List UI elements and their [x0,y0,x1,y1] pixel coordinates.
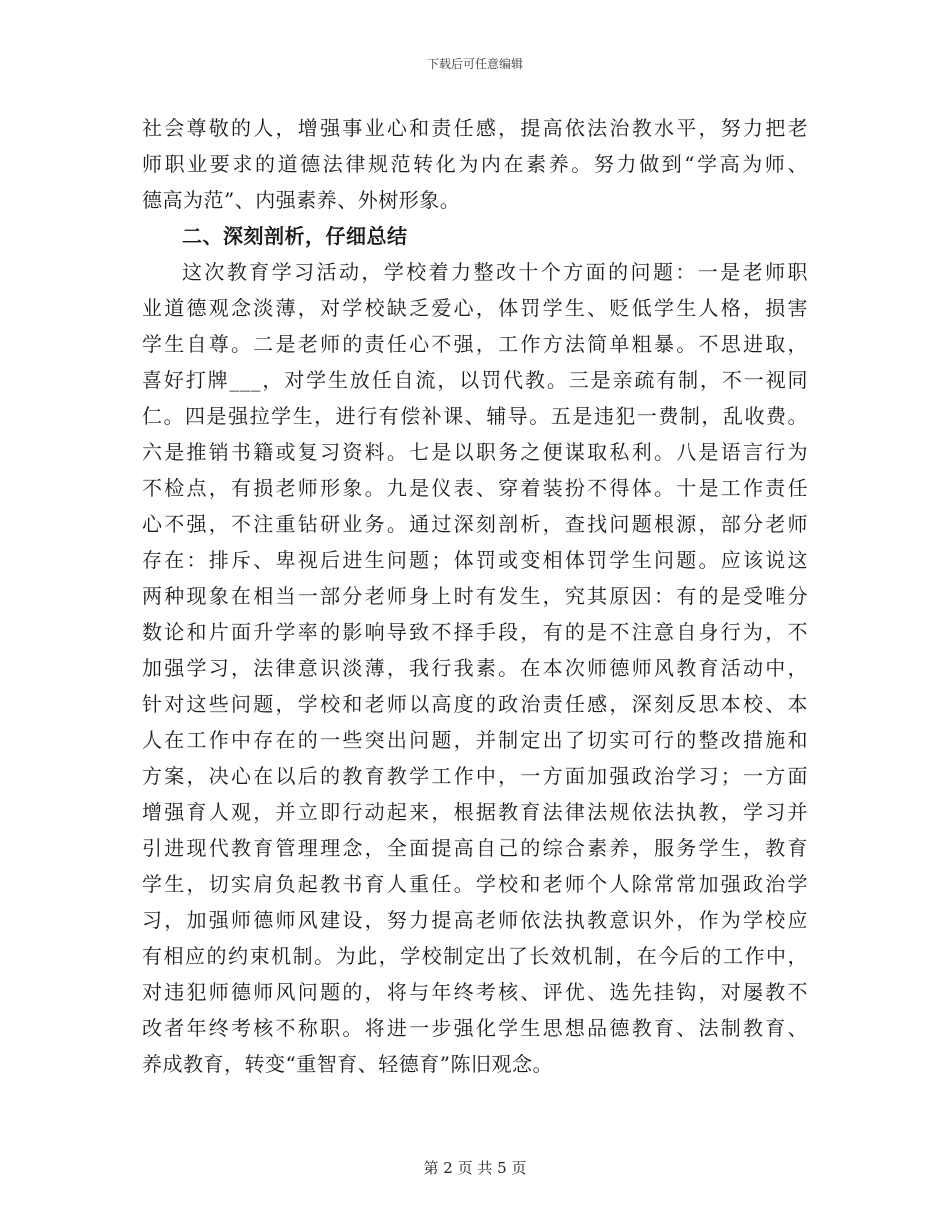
text-line: 德高为范”、内强素养、外树形象。 [142,188,461,212]
text-line: 数论和片面升学率的影响导致不择手段，有的是不注意自身行为，不 [142,620,808,644]
text-line: 加强学习，法律意识淡薄，我行我素。在本次师德师风教育活动中， [142,656,808,680]
text-line: 六是推销书籍或复习资料。七是以职务之便谋取私利。八是语言行为 [142,440,808,464]
text-line: 对违犯师德师风问题的，将与年终考核、评优、选先挂钩，对屡教不 [142,980,808,1004]
text-line: 喜好打牌___，对学生放任自流，以罚代教。三是亲疏有制，不一视同 [142,368,808,392]
text-line: 心不强，不注重钻研业务。通过深刻剖析，查找问题根源，部分老师 [142,512,808,536]
text-line: 仁。四是强拉学生，进行有偿补课、辅导。五是违犯一费制，乱收费。 [142,404,808,428]
page-header-note: 下载后可任意编辑 [426,57,523,71]
section-heading: 二、深刻剖析，仔细总结 [182,224,408,248]
text-line: 学生自尊。二是老师的责任心不强，工作方法简单粗暴。不思进取， [142,332,808,356]
text-line: 师职业要求的道德法律规范转化为内在素养。努力做到“学高为师、 [142,152,808,176]
document-body [142,110,808,1082]
text-line: 这次教育学习活动，学校着力整改十个方面的问题：一是老师职 [182,260,808,284]
text-line: 习，加强师德师风建设，努力提高老师依法执教意识外，作为学校应 [142,908,808,932]
text-line: 社会尊敬的人，增强事业心和责任感，提高依法治教水平，努力把老 [142,116,808,140]
text-line: 学生，切实肩负起教书育人重任。学校和老师个人除常常加强政治学 [142,872,808,896]
text-line: 有相应的约束机制。为此，学校制定出了长效机制，在今后的工作中， [142,944,808,968]
text-line: 引进现代教育管理理念，全面提高自己的综合素养，服务学生，教育 [142,836,808,860]
text-line: 改者年终考核不称职。将进一步强化学生思想品德教育、法制教育、 [142,1016,808,1040]
text-line: 养成教育，转变“重智育、轻德育”陈旧观念。 [142,1052,553,1076]
text-line: 针对这些问题，学校和老师以高度的政治责任感，深刻反思本校、本 [142,692,808,716]
text-line: 人在工作中存在的一些突出问题，并制定出了切实可行的整改措施和 [142,728,808,752]
text-line: 增强育人观，并立即行动起来，根据教育法律法规依法执教，学习并 [142,800,808,824]
page-number: 第 2 页 共 5 页 [423,1159,527,1177]
text-line: 方案，决心在以后的教育教学工作中，一方面加强政治学习；一方面 [142,764,808,788]
text-line: 业道德观念淡薄，对学校缺乏爱心，体罚学生、贬低学生人格，损害 [142,296,808,320]
text-line: 存在：排斥、卑视后进生问题；体罚或变相体罚学生问题。应该说这 [142,548,808,572]
text-line: 不检点，有损老师形象。九是仪表、穿着装扮不得体。十是工作责任 [142,476,808,500]
text-line: 两种现象在相当一部分老师身上时有发生，究其原因：有的是受唯分 [142,584,808,608]
